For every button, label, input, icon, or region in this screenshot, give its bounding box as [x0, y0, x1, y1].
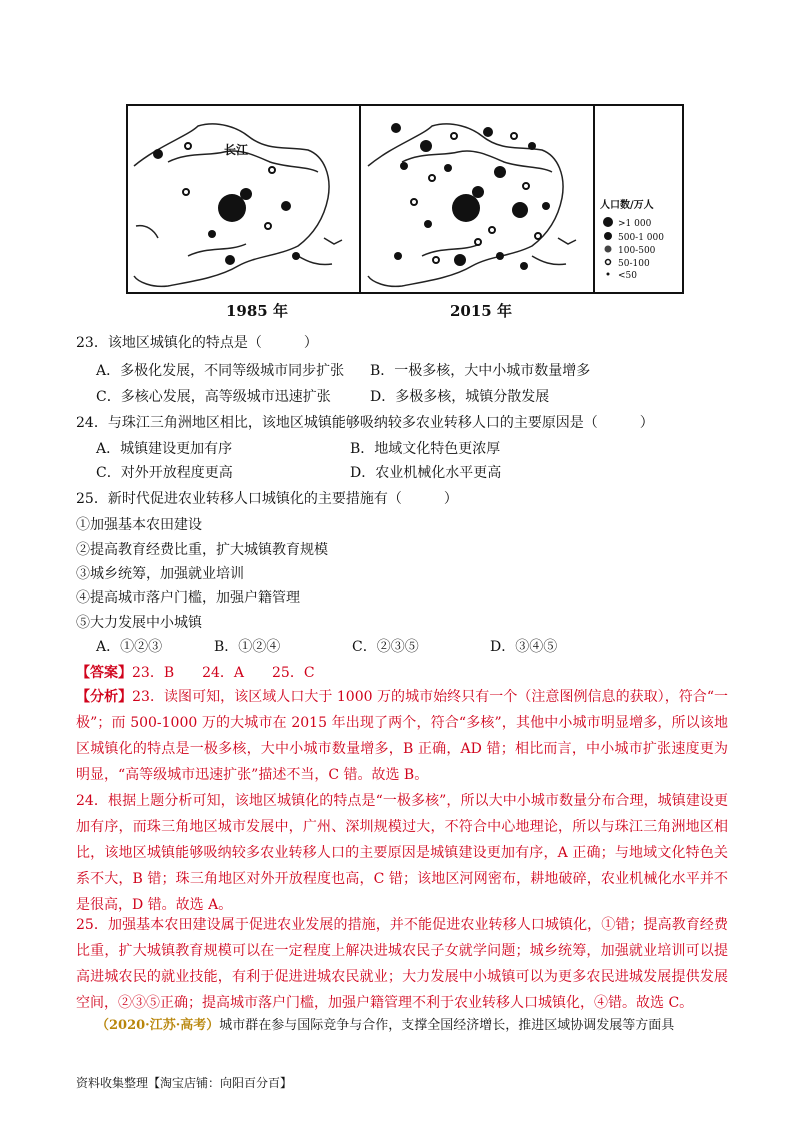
analysis-25: 25．加强基本农田建设属于促进农业发展的措施，并不能促进农业转移人口城镇化，①错；提高教育经费比重，扩大城镇教育规模可以在一定程度上解决进城农民子女就学问题；城乡统筹，加强就业培训可以提高进城农民的就业技能，有利于促进进城农民就业；大力发展中小城镇可以为更多农民进城发展提供发展空间，②③⑤正确；提高城市落户门槛，加强户籍管理不利于农业转移人口城镇化，④错。故选 C。 — [76, 917, 728, 1011]
maps-svg — [128, 106, 682, 292]
q24-stem: 24．与珠江三角洲地区相比，该地区城镇能够吸纳较多农业转移人口的主要原因是（ ） — [76, 415, 654, 431]
legend-symbols — [603, 217, 613, 276]
legend-item: 500-1 000 — [618, 233, 664, 243]
q25-item: ④提高城市落户门槛，加强户籍管理 — [76, 590, 300, 606]
next-question-source — [96, 1014, 674, 1033]
cities-1985 — [153, 143, 300, 265]
legend-title: 人口数/万人 — [600, 200, 654, 211]
city-population-maps — [126, 104, 684, 294]
footer: 资料收集整理【淘宝店铺：向阳百分百】 — [76, 1076, 293, 1090]
q24-option-a: A．城镇建设更加有序 — [96, 441, 233, 457]
q24-option-c: C．对外开放程度更高 — [96, 465, 233, 481]
answer-text: 23．B 24．A 25．C — [132, 665, 315, 681]
q23-option-b: B．一极多核，大中小城市数量增多 — [370, 363, 591, 379]
answer-line — [76, 662, 315, 682]
q25-item: ②提高教育经费比重，扩大城镇教育规模 — [76, 542, 328, 558]
caption-1985: 1985 年 — [226, 302, 288, 320]
q24-option-b: B．地域文化特色更浓厚 — [350, 441, 501, 457]
q25-item: ⑤大力发展中小城镇 — [76, 615, 202, 631]
analysis-label: 【分析】 — [76, 689, 133, 705]
q25-option-a: A．①②③ — [96, 639, 163, 655]
caption-2015: 2015 年 — [450, 302, 512, 320]
answer-label: 【答案】 — [76, 665, 132, 681]
q23-option-c: C．多核心发展，高等级城市迅速扩张 — [96, 389, 331, 405]
legend-item: 100-500 — [618, 246, 656, 256]
river-label: 长江 — [224, 143, 249, 157]
q23-option-d: D．多极多核，城镇分散发展 — [370, 389, 550, 405]
legend-item: >1 000 — [618, 219, 652, 229]
q25-option-b: B．①②④ — [214, 639, 281, 655]
analysis-24: 24．根据上题分析可知，该地区城镇化的特点是“一极多核”，所以大中小城市数量分布合理，城镇建设更加有序，而珠三角地区城市发展中，广州、深圳规模过大，不符合中心地理论，所以与珠江三角洲地区相比，该地区城镇能够吸纳较多农业转移人口的主要原因是城镇建设更加有序，A 正确；与地域文化特色关系不大，B 错；珠三角地区对外开放程度也高，C 错；该地区河网密布，耕地破碎，农业机械化水平并不是很高，D 错。故选 A。 — [76, 793, 728, 913]
source-text: 城市群在参与国际竞争与合作，支撑全国经济增长，推进区域协调发展等方面具 — [219, 1018, 675, 1033]
q25-stem: 25．新时代促进农业转移人口城镇化的主要措施有（ ） — [76, 491, 458, 507]
source-tag: （2020·江苏·高考） — [96, 1018, 220, 1033]
q25-item: ①加强基本农田建设 — [76, 517, 202, 533]
q23-stem: 23．该地区城镇化的特点是（ ） — [76, 335, 318, 351]
legend-item: <50 — [618, 271, 637, 281]
q23-option-a: A．多极化发展，不同等级城市同步扩张 — [96, 363, 345, 379]
analysis-23 — [76, 684, 728, 788]
legend-item: 50-100 — [618, 259, 650, 269]
q25-item: ③城乡统筹，加强就业培训 — [76, 566, 244, 582]
q24-option-d: D．农业机械化水平更高 — [350, 465, 502, 481]
analysis-23-text: 23．读图可知，该区域人口大于 1000 万的城市始终只有一个（注意图例信息的获取），符合“一极”；而 500-1000 万的大城市在 2015 年出现了两个，符合“多核”，其他中小城市明显增多，所以该地区城镇化的特点是一极多核，大中小城市数量增多，B 正确，AD 错；相比而言，中小城市扩张速度更为明显，“高等级城市迅速扩张”描述不当，C 错。故选 B。 — [76, 689, 729, 783]
q25-option-d: D．③④⑤ — [490, 639, 558, 655]
q25-option-c: C．②③⑤ — [352, 639, 419, 655]
